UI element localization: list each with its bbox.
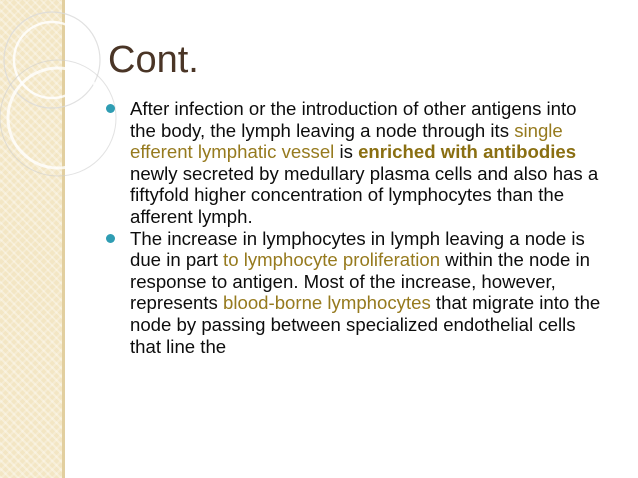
- bullet-item-1: [106, 98, 606, 228]
- highlight-segment: to lymphocyte proliferation: [223, 249, 441, 271]
- bullet-item-2: [106, 228, 606, 358]
- segment: is: [334, 141, 359, 163]
- highlight-segment: single efferent lymphatic vessel: [130, 119, 563, 163]
- slide-title: Cont.: [108, 39, 199, 81]
- bullet-dot-icon: [106, 104, 115, 113]
- segment: After infection or the introduction of other antigens into the body, the lymph leaving a node through its: [130, 98, 577, 141]
- segment: that migrate into the node by passing between specialized endothelial cells that line the: [130, 292, 601, 357]
- highlight-bold-segment: enriched with antibodies: [358, 141, 577, 163]
- bullet-dot-icon: [106, 234, 115, 243]
- bullet-list: [106, 98, 606, 357]
- highlight-segment: blood-borne lymphocytes: [223, 292, 431, 314]
- segment: within the node in response to antigen. Most of the increase, however, represents: [130, 249, 590, 314]
- segment: newly secreted by medullary plasma cells and also has a fiftyfold higher concentration of lymphocytes than the afferent lymph.: [130, 162, 599, 227]
- segment: The increase in lymphocytes in lymph leaving a node is due in part: [130, 227, 585, 271]
